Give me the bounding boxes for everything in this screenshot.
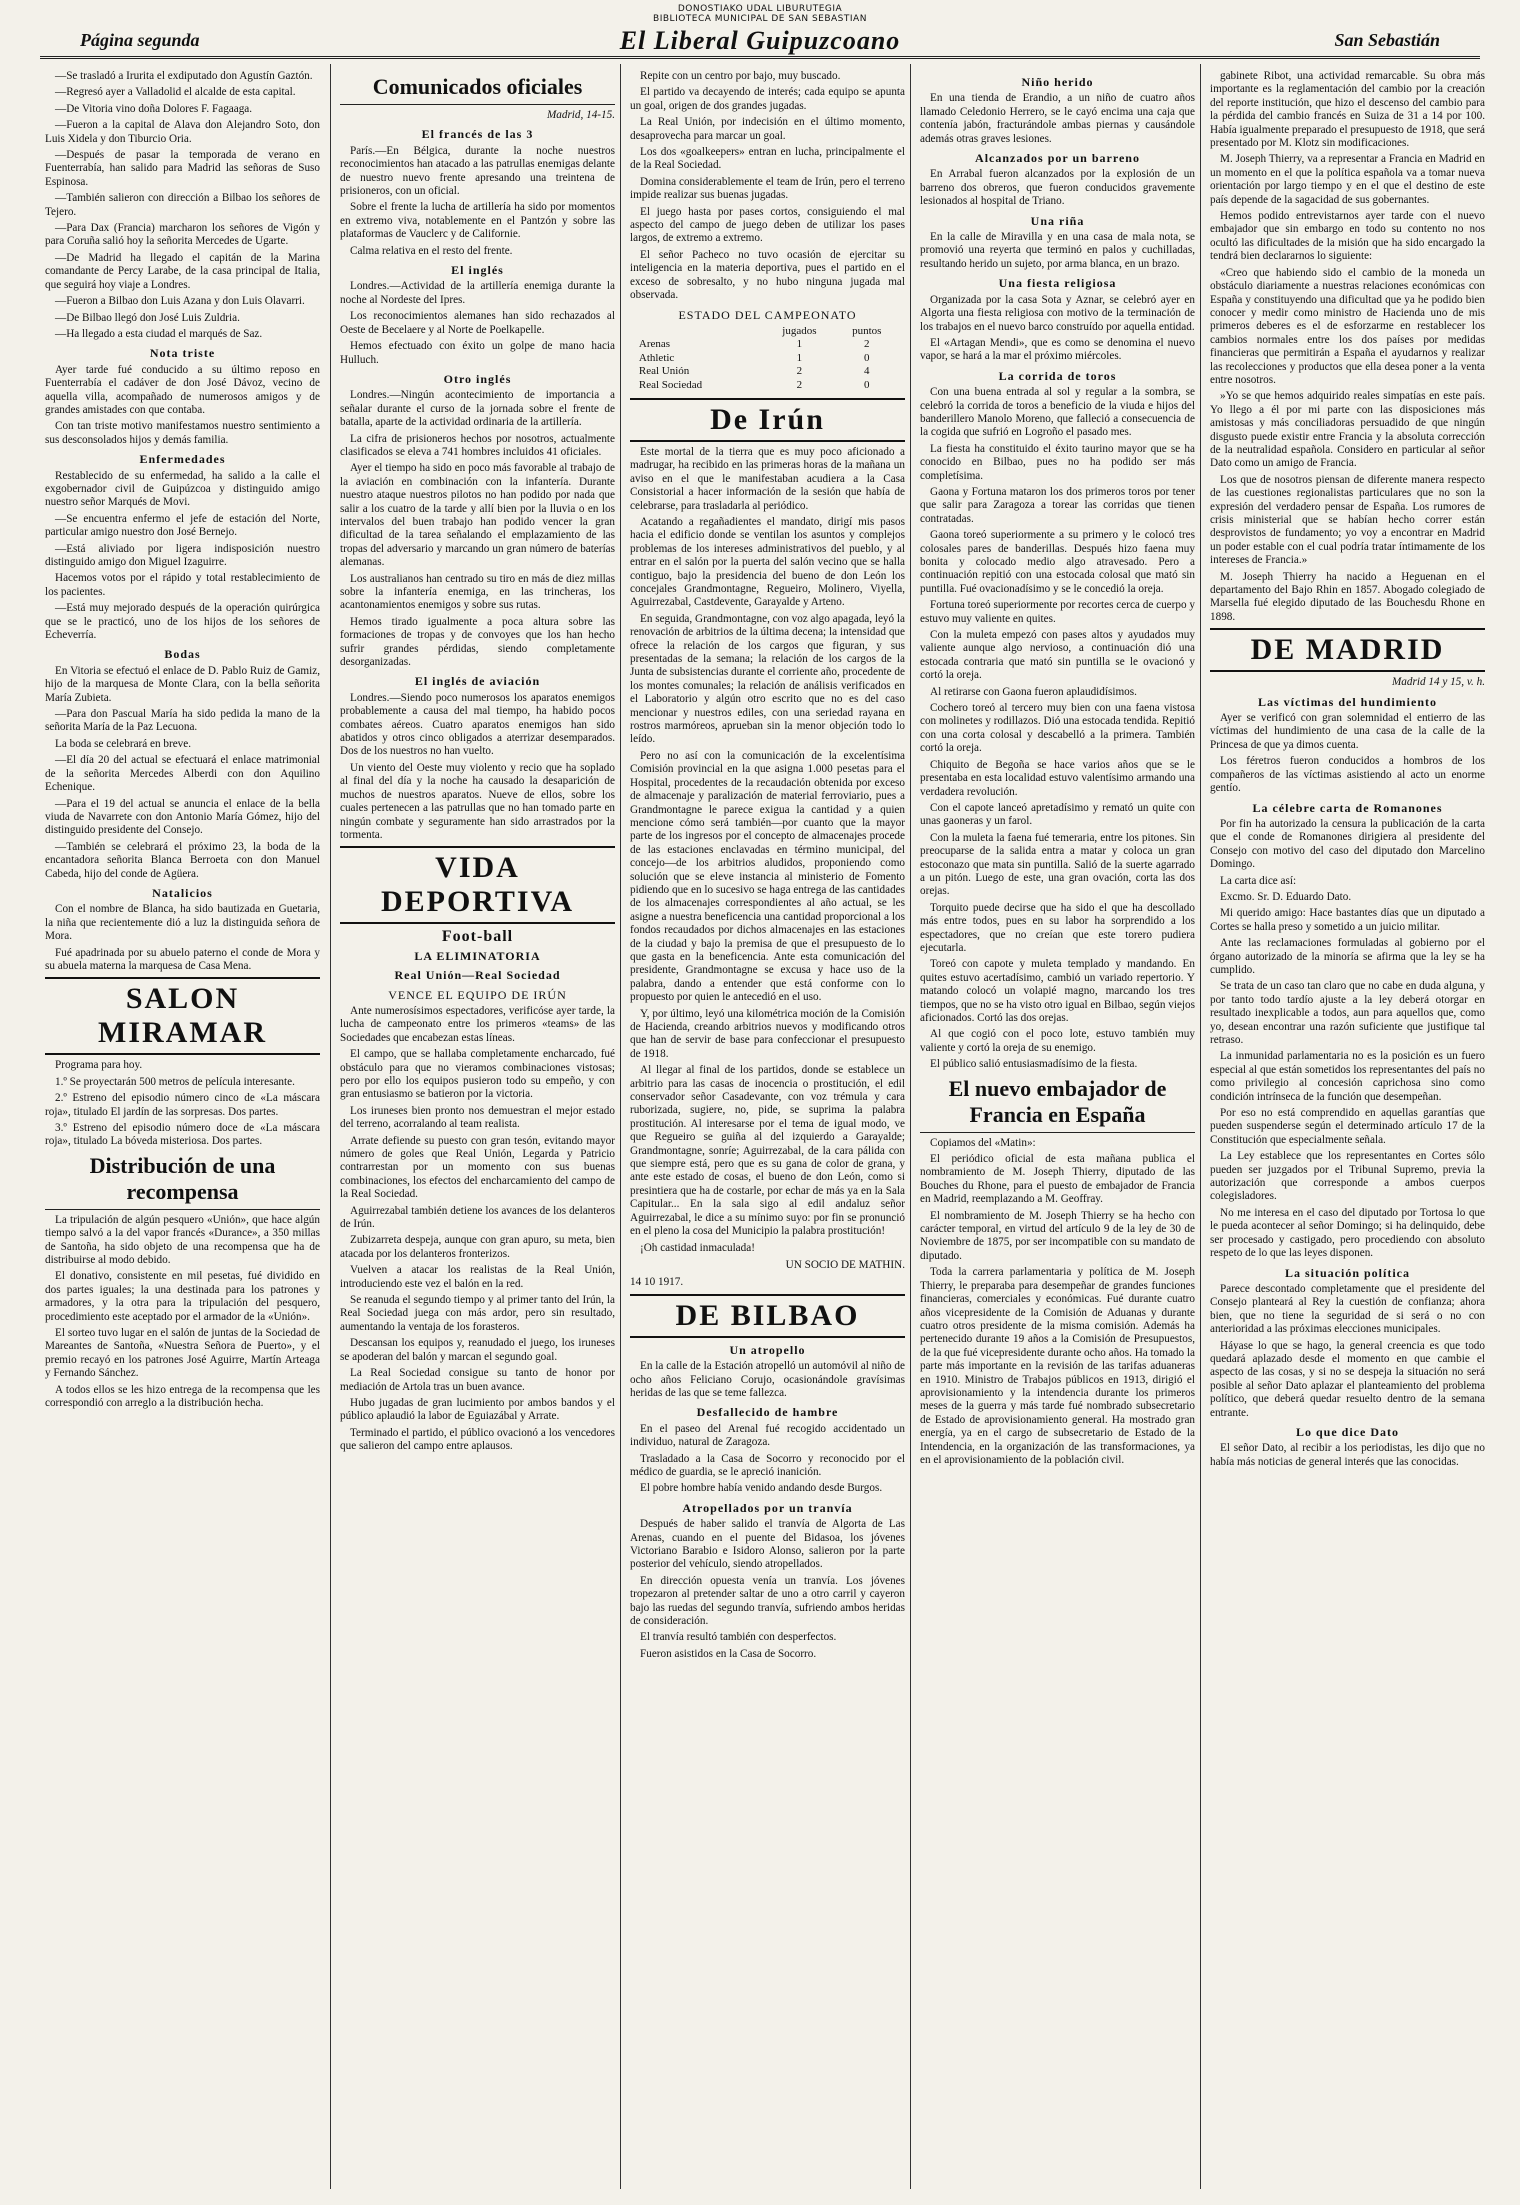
standings-header-cell bbox=[637, 325, 764, 338]
paragraph: —De Madrid ha llegado el capitán de la Marina comandante de Percy Larabe, de la casa principal de Italia, que seguirá hoy viaje a Londres. bbox=[45, 251, 320, 291]
paragraph: Arrate defiende su puesto con gran tesón, evitando mayor número de goles que Real Unión, Legarda y Patricio contrarrestan por un momento con sus buenas combinaciones, los efectos del encharcamiento del campo de la Real Sociedad. bbox=[340, 1134, 615, 1201]
paragraph: Se reanuda el segundo tiempo y al primer tanto del Irún, la Real Sociedad juega con más ardor, pero sin resultado, aumentando la ventaja de los forasteros. bbox=[340, 1294, 615, 1333]
headline-madrid: DE MADRID bbox=[1210, 628, 1485, 672]
archive-stamp-line: BIBLIOTECA MUNICIPAL DE SAN SEBASTIAN bbox=[653, 14, 867, 24]
paragraph-group bbox=[1210, 818, 1485, 1261]
paragraph: Al que cogió con el poco lote, estuvo también muy valiente y cortó la oreja de su enemigo. bbox=[920, 1028, 1195, 1054]
city-label: San Sebastián bbox=[1334, 30, 1440, 50]
paragraph: —Para don Pascual María ha sido pedida la mano de la señorita María de la Paz Lecuona. bbox=[45, 708, 320, 734]
paragraph: Con la muleta la faena fué temeraria, entre los pitones. Sin preocuparse de la salida entra a matar y coloca un gran estoconazo que mata sin puntilla. Salió de la suerte agarrado a un pitón. Luego de este, una gran ovación, corta las dos orejas. bbox=[920, 831, 1195, 898]
paragraph: —Fueron a la capital de Alava don Alejandro Soto, don Luis Xidela y don Tiburcio Oria. bbox=[45, 119, 320, 145]
section-title: Atropellados por un tranvía bbox=[682, 1500, 853, 1515]
paragraph: En seguida, Grandmontagne, con voz algo apagada, leyó la renovación de arbitrios de la última decena; la intensidad que ofrece la relación de los cargos que figuran, y sus presentadas de la semana; la relación de los cargos de la Junta de subsistencias durante el corriente año, procedente de los montes comunales; la relación de análisis verificados en el Laboratorio y algún otro escrito que no es del caso mencionar y nuestros ediles, con una seriedad rayana en rostros marmóreos, aprueban sin la menor objeción todo lo leído. bbox=[630, 612, 905, 746]
paragraph: M. Joseph Thierry, va a representar a Francia en Madrid en un momento en el que la política española va a tomar nueva orientación por largo tiempo y en el que el destino de este país depende de la sagacidad de sus gobernantes. bbox=[1210, 153, 1485, 206]
paragraph: El tranvía resultó también con desperfectos. bbox=[640, 1631, 837, 1644]
paragraph: El señor Pacheco no tuvo ocasión de ejercitar su inteligencia en la materia deportiva, pues el partido en el exceso de sobresalto, y no hubo ninguna jugada mal observada. bbox=[630, 248, 905, 302]
standings-cell: Real Unión bbox=[638, 365, 690, 378]
paragraph: Fortuna toreó superiormente por recortes cerca de cuerpo y estuvo muy valiente en quites. bbox=[920, 599, 1195, 625]
section-title: La corrida de toros bbox=[998, 368, 1117, 383]
paragraph: Fué apadrinada por su abuelo paterno el conde de Mora y su abuela materna la marquesa de Casa Mena. bbox=[45, 946, 320, 972]
archive-stamp bbox=[0, 4, 1520, 24]
paragraph: Este mortal de la tierra que es muy poco aficionado a madrugar, ha recibido en las primeras horas de la mañana un aviso en el que le manifestaban acudiera a la Casa Consistorial a hacer información de la sesión que había de celebrarse, para trasladarla al periódico. bbox=[630, 445, 905, 512]
paragraph: —También se celebrará el próximo 23, la boda de la encantadora señorita Blanca Berroeta con don Manuel Cabeda, hijo del conde de Agüera. bbox=[45, 840, 320, 880]
column-4 bbox=[920, 70, 1195, 2190]
section-title: Niño herido bbox=[1021, 75, 1094, 89]
paragraph-group bbox=[920, 168, 1195, 208]
paragraph: Los iruneses bien pronto nos demuestran el mejor estado del terreno, acorralando al team realista. bbox=[340, 1104, 615, 1131]
headline-bilbao: DE BILBAO bbox=[630, 1294, 905, 1338]
paragraph: Gaona y Fortuna mataron los dos primeros toros por tener que salir para Zaragoza a torear las corridas que tienen contratadas. bbox=[920, 485, 1195, 525]
paragraph: Hubo jugadas de gran lucimiento por ambos bandos y el público aplaudió la labor de Eguiazábal y Arrate. bbox=[340, 1396, 615, 1423]
section-title: Bodas bbox=[164, 647, 201, 662]
paragraph: Zubizarreta despeja, aunque con gran apuro, su meta, bien atacada por los delanteros fronterizos. bbox=[340, 1234, 615, 1260]
paragraph: El periódico oficial de esta mañana publica el nombramiento de M. Joseph Thierry, diputado de las Bouches du Rhone, para el puesto de embajador de Francia en Madrid, reemplazando a M. Geoffray. bbox=[920, 1153, 1195, 1206]
paragraph-group bbox=[340, 389, 615, 669]
paragraph-group bbox=[920, 92, 1195, 146]
standings-cell: 0 bbox=[863, 378, 870, 391]
paragraph-group bbox=[45, 364, 320, 447]
standings-row bbox=[637, 365, 898, 378]
section-title: Nota triste bbox=[149, 346, 216, 361]
paragraph: El juego hasta por pases cortos, consiguiendo el mal aspecto del campo de juego deben de utilizar los pases largos, de extremo a extremo. bbox=[630, 205, 905, 245]
paragraph: Al retirarse con Gaona fueron aplaudidísimos. bbox=[930, 685, 1137, 698]
paragraph: La fiesta ha constituido el éxito taurino mayor que se ha conocido en Bilbao, pues no ha podido ser más completísima. bbox=[920, 442, 1195, 482]
dateline: Madrid, 14-15. bbox=[546, 109, 615, 121]
paragraph: Acatando a regañadientes el mandato, dirigí mis pasos hacia el edificio donde se ventilan los asuntos y complejos problemas de los intereses administrativos del pueblo, y al entrar en el salón por la puerta del salón vecino que se halla contiguo, bajo la presidencia del bueno de don León los concejales Grandmontagne, Regueiro, Molinero, Viyella, Aguirrezabal, Castdevente, Garayalde y Arteno. bbox=[630, 515, 905, 609]
section-title: La célebre carta de Romanones bbox=[1252, 800, 1443, 815]
paragraph: El donativo, consistente en mil pesetas, fué dividido en dos partes iguales; la una destinada para los patrones y armadores, y la otra para la tripulación del pesquero, procedimiento este aceptado por el armador de la «Unión». bbox=[45, 1270, 320, 1323]
paragraph: París.—En Bélgica, durante la noche nuestros reconocimientos han atacado a las patrullas enemigas delante de nuestro nuevo frente apresando una treintena de prisioneros, con un oficial. bbox=[340, 144, 615, 198]
signature: UN SOCIO DE MATHIN. bbox=[785, 1258, 905, 1271]
standings-cell: Real Sociedad bbox=[638, 378, 703, 391]
paragraph: Ante numerosísimos espectadores, verificóse ayer tarde, la lucha de campeonato entre los primeros «teams» de las Sociedades que encabezan estas líneas. bbox=[340, 1004, 615, 1044]
paragraph: Con la muleta empezó con pases altos y ayudados muy valiente aunque algo nervioso, a continuación dió una estocada contraria que mató sin puntilla se le ovacionó y cortó la oreja. bbox=[920, 629, 1195, 682]
paragraph: La tripulación de algún pesquero «Unión», que hace algún tiempo salvó a la del vapor francés «Durance», a 350 millas de Santoña, ha sido objeto de una recompensa que ha de distribuirse al modo debido. bbox=[45, 1213, 320, 1267]
column-3 bbox=[630, 70, 905, 2190]
paragraph: Los dos «goalkeepers» entran en lucha, principalmente el de la Real Sociedad. bbox=[630, 146, 905, 172]
paragraph: En dirección opuesta venía un tranvía. Los jóvenes tropezaron al pretender saltar de uno a otro carril y cayeron bajo las ruedas del segundo tranvía, sufriendo ambos heridas de consideración. bbox=[630, 1574, 905, 1628]
paragraph: —Se encuentra enfermo el jefe de estación del Norte, particular amigo nuestro don José Bernejo. bbox=[45, 512, 320, 539]
paragraph-group bbox=[630, 1518, 905, 1661]
paragraph-group bbox=[1210, 1442, 1485, 1469]
paragraph: El sorteo tuvo lugar en el salón de juntas de la Sociedad de Mareantes de Santoña, «Nuestra Señora de Puerto», y el premio recayó en los patrones José Aguirre, Martín Arteaga y Fernando Sánchez. bbox=[45, 1327, 320, 1380]
paragraph-group bbox=[340, 1005, 615, 1454]
paragraph-group bbox=[920, 1137, 1195, 1468]
paragraph: Ayer tarde fué conducido a su último reposo en Fuenterrabía el cadáver de don José Dávoz, vecino de aquella villa, acompañado de numerosos amigos y de grandes amistades con que contaba. bbox=[45, 363, 320, 416]
paragraph: —Para el 19 del actual se anuncia el enlace de la bella viuda de Navarrete con don Antonio María Gómez, hijo del distinguido presidente del Consejo. bbox=[45, 797, 320, 837]
paragraph: El señor Dato, al recibir a los periodistas, les dijo que no había más noticias de general interés que las conocidas. bbox=[1210, 1442, 1485, 1468]
paragraph: Hemos efectuado con éxito un golpe de mano hacia Hulluch. bbox=[340, 340, 615, 366]
paragraph: 3.º Estreno del episodio número doce de «La máscara roja», titulado La bóveda misteriosa. Dos partes. bbox=[45, 1122, 320, 1148]
paragraph: En Vitoria se efectuó el enlace de D. Pablo Ruiz de Gamiz, hijo de la marquesa de Monte Clara, con la bella señorita María Zubieta. bbox=[45, 664, 320, 704]
paragraph-group bbox=[45, 903, 320, 973]
paragraph: Un viento del Oeste muy violento y recio que ha soplado al final del día y la noche ha causado la desaparición de muchos de nuestros aparatos. Nueve de ellos, sobre los cuales pertenecen a las patrullas que no han tomado parte en ningún combate y seguramente han sido arrastrados por la tormenta. bbox=[340, 761, 615, 841]
standings-row bbox=[637, 352, 898, 365]
paragraph: —Se trasladó a Irurita el exdiputado don Agustín Gaztón. bbox=[55, 70, 313, 82]
paragraph: Con una buena entrada al sol y regular a la sombra, se celebró la corrida de toros a beneficio de la viuda e hijos del banderillero Manolo Moreno, que falleció a consecuencia de la cogida que sufrió en Logroño el pasado mes. bbox=[920, 386, 1195, 439]
paragraph-group bbox=[1210, 70, 1485, 624]
paragraph: Programa para hoy. bbox=[55, 1059, 143, 1072]
paragraph: Calma relativa en el resto del frente. bbox=[350, 244, 513, 257]
column-rule bbox=[1200, 64, 1201, 2189]
paragraph: En la calle de la Estación atropelló un automóvil al niño de ocho años Feliciano Corujo, ocasionándole gravísimas heridas de las que se teme fallezca. bbox=[630, 1360, 905, 1399]
paragraph: El partido va decayendo de interés; cada equipo se apunta un goal, origen de dos grandes jugadas. bbox=[630, 86, 905, 112]
paragraph: Aguirrezabal también detiene los avances de los delanteros de Irún. bbox=[340, 1204, 615, 1231]
paragraph: —Ha llegado a esta ciudad el marqués de Saz. bbox=[55, 327, 263, 340]
paragraph: 2.º Estreno del episodio número cinco de «La máscara roja», titulado El jardín de las sorpresas. Dos partes. bbox=[45, 1092, 320, 1118]
paragraph: Háyase lo que se hago, la general creencia es que todo quedará aplazado desde el momento en que cambie el aspecto de las cosas, y si no se despeja la situación no será posible al señor Dato aplazar el planteamiento del problema político, que deberá quedar resuelto dentro de la semana entrante. bbox=[1210, 1339, 1485, 1419]
paragraph: La cifra de prisioneros hechos por nosotros, actualmente clasificados se eleva a 741 hombres incluidos 41 oficiales. bbox=[340, 432, 615, 458]
section-title: Natalicios bbox=[152, 885, 213, 900]
paragraph: Trasladado a la Casa de Socorro y reconocido por el médico de guardia, se le apreció inanición. bbox=[630, 1452, 905, 1478]
paragraph: Y, por último, leyó una kilométrica moción de la Comisión de Hacienda, creando arbitrios nuevos y modificando otros que han de servir de base para confeccionar el presupuesto de 1918. bbox=[630, 1007, 905, 1060]
paragraph: Toda la carrera parlamentaria y política de M. Joseph Thierry, le preparaba para desempeñar de grandes funciones financieras, comerciales y económicas. Fué durante cuatro años vicepresidente de la Comisión de Aduanas y durante cuatro otros presidente de la misma comisión. Además ha pertenecido durante 19 años a la Comisión de Presupuestos, de la que fué vicepresidente durante ocho años. Ha tomado la parte más importante en la revisión de las tarifas aduaneras en 1910. Ministro de Trabajos públicos en 1913, dirigió el aprovisionamiento y la intendencia durante los primeros meses de la guerra y más tarde fué nombrado subsecretario de Estado de aprovisionamiento general. Ha mostrado gran energía, ya en el cargo de subsecretario de Estado de la Intendencia, en la organización de las transformaciones, ya en el aprovisionamiento de la población civil. bbox=[920, 1266, 1195, 1466]
paragraph: Pero no así con la comunicación de la excelentísima Comisión provincial en la que asigna 1.000 pesetas para el Hospital, procedentes de la recaudación obtenida por exceso de almacenaje y paralización de material ferroviario, pues a Grandmontagne le parece exigua la cantidad y a quien mencione cómo será también—por cuanto que la mayor parte de los ingresos por el concepto de almacenajes procede de las estaciones enclavadas en término municipal, del concejo—de los arbitrios aludidos, proponiendo como solución que se eleve instancia al ministerio de Fomento pidiendo que en lo sucesivo se haga entrega de las cantidades de los almacenajes correspondientes al año actual, se les asigne a nuestra beneficencia una cantidad proporcional a los fondos recaudados por dichos almacenajes en las estaciones de la ciudad y bajo la premisa de que el presupuesto de lo que gasta en la beneficencia. Ante esta comunicación del presidente, Grandmontagne se excusa y hace uso de la palabra, dando a entender que está conforme con lo propuesto por quien le antecedió en el uso. bbox=[630, 749, 905, 1004]
standings-header-cell: jugados bbox=[782, 324, 817, 337]
standings-table bbox=[637, 325, 898, 392]
section-title: Una riña bbox=[1030, 213, 1085, 228]
standings-header-row bbox=[637, 325, 898, 338]
standings-cell: 1 bbox=[796, 351, 803, 364]
paragraph-group bbox=[340, 692, 615, 842]
paragraph-group bbox=[45, 665, 320, 881]
date-note: 14 10 1917. bbox=[630, 1276, 684, 1289]
section-title: Alcanzados por un barreno bbox=[975, 151, 1140, 166]
paragraph: Descansan los equipos y, reanudado el juego, los iruneses se apoderan del balón y marcan el segundo goal. bbox=[340, 1337, 615, 1363]
paragraph: Gaona toreó superiormente a su primero y le colocó tres colosales pares de banderillas. Después hizo faena muy bonita y colocado medio algo atravesado. Pero a continuación repitió con una estocada colosal que mató sin puntilla. Fué ovacionadísimo y se le concedió la oreja. bbox=[920, 529, 1195, 595]
paragraph: El pobre hombre había venido andando desde Burgos. bbox=[640, 1482, 883, 1495]
paragraph: —Está muy mejorado después de la operación quirúrgica que se le practicó, uno de los hijos de los señores de Echeverría. bbox=[45, 602, 320, 642]
paragraph: Toreó con capote y muleta templado y mandando. En quites estuvo acertadísimo, cambió un variado repertorio. Y matando colocó un volapié magno, marcando los tres tiempos, que no se ha visto otro igual en Bilbao, según viejos aficionados. Cortó las dos orejas. bbox=[920, 958, 1195, 1024]
paragraph: Los féretros fueron conducidos a hombros de los compañeros de las víctimas asistiendo al acto un enorme gentío. bbox=[1210, 755, 1485, 795]
section-title: El francés de las 3 bbox=[421, 127, 534, 142]
paragraph: La carta dice así: bbox=[1220, 874, 1297, 887]
paragraph: M. Joseph Thierry ha nacido a Heguenan en el departamento del Bajo Rhin en 1857. Abogado colegiado de Marsella fué elegido diputado de las Bouchesdu Rhone en 1898. bbox=[1210, 570, 1485, 623]
paragraph: Los que de nosotros piensan de diferente manera respecto de las cuestiones regionalistas particulares que no son la expresión del verdadero pensar de España. Los rumores de crisis ministerial que se habían hecho correr están desprovistos de fundamento; yo voy a encontrar en Madrid un poder estable con el cual podría tratar íntimamente de los intereses de Francia.» bbox=[1210, 473, 1485, 567]
paragraph: —De Vitoria vino doña Dolores F. Fagaaga. bbox=[55, 102, 253, 115]
column-rule bbox=[910, 64, 911, 2189]
paragraph: La boda se celebrará en breve. bbox=[55, 737, 192, 750]
paragraph-group bbox=[1210, 1283, 1485, 1420]
paragraph: —El día 20 del actual se efectuará el enlace matrimonial de la señorita Mercedes Alberdi con don Aquilino Echenique. bbox=[45, 754, 320, 794]
paragraph-group bbox=[630, 1423, 905, 1496]
paragraph-group bbox=[630, 446, 905, 1255]
headline-distribucion: Distribución de una recompensa bbox=[45, 1153, 320, 1210]
paragraph: La Real Sociedad consigue su tanto de honor por mediación de Artola tras un buen avance. bbox=[340, 1367, 615, 1393]
page-label: Página segunda bbox=[80, 30, 200, 50]
paragraph: A todos ellos se les hizo entrega de la recompensa que les correspondió con arreglo a la distribución hecha. bbox=[45, 1383, 320, 1410]
section-title: Un atropello bbox=[729, 1342, 806, 1357]
paragraph: «Creo que habiendo sido el cambio de la moneda un obstáculo diariamente a nuestras relaciones económicas con España y constituyendo una dificultad que ya he podido bien conocer y medir como ministro de Hacienda uno de mis primeros deberes es el de esforzarme en restablecer los cambios normales entre los dos países por medidas financieras que permitirán a España el ayudarnos y realizar las recolecciones y productos que ella desea poner a la venta entre nosotros. bbox=[1210, 266, 1485, 386]
paragraph: 1.º Se proyectarán 500 metros de película interesante. bbox=[55, 1075, 295, 1088]
paragraph: En una tienda de Erandio, a un niño de cuatro años llamado Celedonio Herrero, se le cayó encima una caja que contenía jabón, fracturándole ambas piernas y causándole además otras graves lesiones. bbox=[920, 92, 1195, 145]
section-title: Otro inglés bbox=[443, 371, 512, 386]
paragraph-group bbox=[340, 145, 615, 258]
paragraph: Londres.—Actividad de la artillería enemiga durante la noche al Nordeste del Ipres. bbox=[340, 280, 615, 306]
paragraph: Hacemos votos por el rápido y total restablecimiento de los pacientes. bbox=[45, 572, 320, 598]
paragraph: —Está aliviado por ligera indisposición nuestro distinguido amigo don Miguel Izaguirre. bbox=[45, 542, 320, 568]
masthead: El Liberal Guipuzcoano bbox=[619, 26, 901, 55]
section-title: El inglés bbox=[451, 263, 504, 278]
paragraph: Hemos podido entrevistarnos ayer tarde con el nuevo embajador que sin embargo en todo su contento no nos ocultó las dificultades de la misión que ha sido encargado la tendrá bien declararnos lo siguiente: bbox=[1210, 210, 1485, 263]
paragraph-group bbox=[920, 386, 1195, 1072]
match-subtitle: VENCE EL EQUIPO DE IRÚN bbox=[388, 987, 567, 1002]
paragraph-group bbox=[630, 1360, 905, 1400]
column-1 bbox=[45, 70, 320, 2190]
paragraph: En el paseo del Arenal fué recogido accidentado un individuo, natural de Zaragoza. bbox=[630, 1422, 905, 1449]
paragraph-group bbox=[45, 470, 320, 643]
paragraph: La inmunidad parlamentaria no es la posición es un fuero especial al que están sometidos los representantes del país no como privilegio al concesión caprichosa sino como condición intrínseca de la función que desempeñan. bbox=[1210, 1050, 1485, 1103]
standings-cell: 1 bbox=[796, 338, 803, 351]
standings-title: ESTADO DEL CAMPEONATO bbox=[678, 307, 857, 322]
paragraph: —Para Dax (Francia) marcharon los señores de Vigón y para Coruña salió hoy la señorita Mercedes de Ugarte. bbox=[45, 222, 320, 248]
section-title: La situación política bbox=[1284, 1265, 1410, 1280]
paragraph: Con el nombre de Blanca, ha sido bautizada en Guetaria, la niña que recientemente dió a luz la distinguida señora de Mora. bbox=[45, 903, 320, 943]
section-title: Desfallecido de hambre bbox=[696, 1405, 839, 1420]
paragraph: Por fin ha autorizado la censura la publicación de la carta que el conde de Romanones dirigiera al presidente del Consejo con motivo del caso del diputado don Marcelino Domingo. bbox=[1210, 817, 1485, 871]
paragraph: gabinete Ribot, una actividad remarcable. Su obra más importante es la reglamentación del cambio por la creación del reporte institución, que hizo el descenso del cambio para la pérdida del cambio francés en Suiza de 31 a 14 por 100. Había igualmente preparado el presupuesto de 1918, que será presentado por M. Klotz sin modificaciones. bbox=[1210, 70, 1485, 150]
paragraph: Copiamos del «Matin»: bbox=[930, 1136, 1036, 1149]
paragraph: La Ley establece que los representantes en Cortes sólo pueden ser juzgados por el Tribunal Supremo, previa la autorización que corresponde a ambos cuerpos colegisladores. bbox=[1210, 1150, 1485, 1203]
section-title: El inglés de aviación bbox=[414, 674, 541, 689]
headline-irun: De Irún bbox=[630, 398, 905, 442]
headline-embajador: El nuevo embajador de Francia en España bbox=[920, 1076, 1195, 1133]
paragraph-group bbox=[45, 1214, 320, 1411]
paragraph: Vuelven a atacar los realistas de la Real Unión, introduciendo este vez el balón en la red. bbox=[340, 1264, 615, 1290]
paragraph: —Después de pasar la temporada de verano en Fuenterrabía, han salido para Madrid las señoras de Suso Espinosa. bbox=[45, 149, 320, 188]
section-title: LA ELIMINATORIA bbox=[414, 948, 541, 963]
section-title: Lo que dice Dato bbox=[1296, 1424, 1399, 1439]
paragraph: No me interesa en el caso del diputado por Tortosa lo que le pueda acontecer al señor Domingo; si ha delinquido, debe ser procesado y castigado, pero procediendo con absoluto respeto de lo que las leyes disponen. bbox=[1210, 1206, 1485, 1260]
paragraph: Por eso no está comprendido en aquellas garantías que pueden suspenderse según el determinado artículo 17 de la Constitución que especialmente señala. bbox=[1210, 1107, 1485, 1146]
paragraph: Parece descontado completamente que el presidente del Consejo planteará al Rey la cuestión de confianza; ahora bien, que no tiene la seguridad de si será o no con anterioridad a las próximas elecciones municipales. bbox=[1210, 1282, 1485, 1336]
paragraph: Ayer el tiempo ha sido en poco más favorable al trabajo de la aviación en combinación con la infantería. Durante nuestro ataque nuestros pilotos no han podido por nada que salir a los cuatro de la tarde y allí bien por la lluvia o en los intervalos del buen trabajo han podido vencer la gran dificultad de la tarea señalando el emplazamiento de las tropas del adversario y marcando un gran número de baterías alemanas. bbox=[340, 462, 615, 569]
paragraph: —De Bilbao llegó don José Luis Zuldria. bbox=[55, 311, 240, 324]
column-5 bbox=[1210, 70, 1485, 2190]
paragraph: Chiquito de Begoña se hace varios años que se le presentaba en esta localidad estuvo valentísimo armando una verdadera revolución. bbox=[920, 758, 1195, 798]
paragraph: Repite con un centro por bajo, muy buscado. bbox=[640, 70, 841, 82]
paragraph: Ante las reclamaciones formuladas al gobierno por el órgano autorizado de la minoría se afirma que la ley se ha cumplido. bbox=[1210, 937, 1485, 976]
column-rule bbox=[330, 64, 331, 2189]
paragraph: Mi querido amigo: Hace bastantes días que un diputado a Cortes se halla preso y sometido a un juicio militar. bbox=[1210, 907, 1485, 933]
paragraph: Londres.—Ningún acontecimiento de importancia a señalar durante el curso de la jornada sobre el frente de batalla, aparte de la actividad ordinaria de la artillería. bbox=[340, 389, 615, 429]
paragraph: Fueron asistidos en la Casa de Socorro. bbox=[640, 1647, 817, 1660]
paragraph: En la calle de Miravilla y en una casa de mala nota, se promovió una reyerta que terminó en palos y cuchilladas, resultando herido un sujeto, por arma blanca, en un brazo. bbox=[920, 231, 1195, 270]
paragraph: Sobre el frente la lucha de artillería ha sido por momentos en extremo viva, notablemente en el Pantzón y sobre las plataformas de Vauclerc y de Californie. bbox=[340, 201, 615, 241]
standings-cell: 2 bbox=[796, 378, 803, 391]
section-title: Las víctimas del hundimiento bbox=[1257, 694, 1438, 709]
paragraph: El nombramiento de M. Joseph Thierry se ha hecho con carácter temporal, en virtud del artículo 9 de la ley de 30 de Noviembre de 1875, por ser incompatible con su mandato de diputado. bbox=[920, 1209, 1195, 1262]
paragraph: Cochero toreó al tercero muy bien con una faena vistosa con molinetes y rodillazos. Dió una estocada tendida. Repitió con una corta colosal y descabelló a la primera. También cortó la oreja. bbox=[920, 702, 1195, 755]
standings-row bbox=[637, 379, 898, 392]
paragraph: En Arrabal fueron alcanzados por la explosión de un barreno dos obreros, que fueron conducidos gravemente lesionados al hospital de Triano. bbox=[920, 168, 1195, 208]
paragraph: La Real Unión, por indecisión en el último momento, desaprovecha para marcar un goal. bbox=[630, 116, 905, 142]
paragraph: Con el capote lanceó apretadísimo y remató un quite con unas gaoneras y un farol. bbox=[920, 801, 1195, 828]
headline-deportiva: VIDA DEPORTIVA bbox=[340, 846, 615, 924]
paragraph: Se trata de un caso tan claro que no cabe en duda alguna, y por tanto todo tardío ajuste a la ley deberá otorgar en resultado inexplicable a todos, aun para aquellos que, como yo, desean encontrar una razón suficiente que justifique tal retraso. bbox=[1210, 980, 1485, 1046]
standings-cell: 2 bbox=[863, 338, 870, 351]
paragraph: Londres.—Siendo poco numerosos los aparatos enemigos probablemente a causa del mal tiempo, ha habido pocos combates aéreos. Cuatro aparatos enemigos han sido abatidos y otros cinco obligados a aterrizar desemparados. Dos de los nuestros no han vuelto. bbox=[340, 691, 615, 758]
paragraph: Al llegar al final de los partidos, donde se establece un arbitrio para las casas de inocencia o prostitución, el edil conservador señor Casadevante, con voz trémula y cara ruborizada, sugiere, no, pide, se suprima la palabra prostitución. Al interesarse por el tema de igual modo, ve que Regueiro se guiña al del izquierdo a Garayalde; Grandmontagne, sonríe; Aguirrezabal, de la cara pálida con que siempre está, pero que es su gana de color de grana, y ante este estado de cosas, el bueno de don León, como si presintiera que ha de costarle, por echar de más ya en la Sala Capitular... En la sala sigo al edil andaluz señor Aguirrezabal, le dice a su mínimo suyo: por fin se pronunció en el pleno la cosa del Municipio la palabra prostitución! bbox=[630, 1064, 905, 1238]
archive-stamp-line: DONOSTIAKO UDAL LIBURUTEGIA bbox=[677, 4, 843, 14]
paragraph: El público salió entusiasmadísimo de la fiesta. bbox=[930, 1058, 1138, 1071]
paragraph: —Regresó ayer a Valladolid el alcalde de esta capital. bbox=[55, 86, 296, 99]
paragraph: El campo, que se hallaba completamente encharcado, fué obstáculo para que no vieramos combinaciones vistosas; pero por ello los equipos pusieron todo su empeño, y con gran entusiasmo se batieron por la victoria. bbox=[340, 1048, 615, 1101]
paragraph: Domina considerablemente el team de Irún, pero el terreno impide realizar sus buenas jugadas. bbox=[630, 175, 905, 202]
match-title: Real Unión—Real Sociedad bbox=[394, 968, 561, 983]
standings-cell: 0 bbox=[863, 351, 870, 364]
section-title: Una fiesta religiosa bbox=[998, 276, 1117, 291]
section-title: Enfermedades bbox=[139, 452, 226, 467]
column-2 bbox=[340, 70, 615, 2190]
paragraph: Excmo. Sr. D. Eduardo Dato. bbox=[1220, 890, 1352, 903]
paragraph-group bbox=[920, 294, 1195, 364]
paragraph: Después de haber salido el tranvía de Algorta de Las Arenas, cuando en el puente del Bidasoa, los jóvenes Victoriano Barabio e Isidoro Alonso, salieron por la parte posterior del vehículo, siendo atropellados. bbox=[630, 1518, 905, 1571]
paragraph: Con tan triste motivo manifestamos nuestro sentimiento a sus desconsolados hijos y demás familia. bbox=[45, 420, 320, 446]
paragraph: Terminado el partido, el público ovacionó a los vencedores que salieron del campo entre aplausos. bbox=[340, 1426, 615, 1453]
standings-cell: Arenas bbox=[638, 338, 671, 351]
paragraph: Hemos tirado igualmente a poca altura sobre las formaciones de tropas y de convoyes que los han hecho sufrir grandes pérdidas, siendo completamente desorganizadas. bbox=[340, 615, 615, 669]
headline-miramar: SALON MIRAMAR bbox=[45, 977, 320, 1055]
paragraph-group bbox=[1210, 712, 1485, 795]
paragraph: »Yo se que hemos adquirido reales simpatías en este país. Yo llego a él por mi parte con las disposiciones más amistosas y más conciliadoras persuadido de que ningún disgusto puede existir entre Francia y la absoluta corrección de la neutralidad española. Considero en particular al señor Dato como un amigo de Francia. bbox=[1210, 390, 1485, 470]
standings-cell: Athletic bbox=[638, 351, 675, 364]
paragraph: —Fueron a Bilbao don Luis Azana y don Luis Olavarri. bbox=[55, 295, 305, 308]
paragraph: Los reconocimientos alemanes han sido rechazados al Oeste de Becelaere y al Norte de Poelkapelle. bbox=[340, 310, 615, 336]
paragraph-group bbox=[340, 280, 615, 366]
paragraph: Restablecido de su enfermedad, ha salido a la calle el exgobernador civil de Guipúzcoa y distinguido amigo nuestro señor Marqués de Movi. bbox=[45, 469, 320, 509]
standings-cell: 4 bbox=[863, 365, 870, 378]
standings-header-cell: puntos bbox=[852, 324, 882, 337]
paragraph: Los australianos han centrado su tiro en más de diez millas sobre la infantería enemiga, en las trincheras, los acantonamientos enemigos y sobre sus rutas. bbox=[340, 572, 615, 612]
paragraph: Organizada por la casa Sota y Aznar, se celebró ayer en Algorta una fiesta religiosa con motivo de la terminación de los trabajos en el nuevo barco construído por aquella entidad. bbox=[920, 293, 1195, 333]
standings-cell: 2 bbox=[796, 365, 803, 378]
standings-row bbox=[637, 338, 898, 351]
paragraph: El «Artagan Mendi», que es como se denomina el nuevo vapor, se hará a la mar el próximo miércoles. bbox=[920, 336, 1195, 363]
paragraph: —También salieron con dirección a Bilbao los señores de Tejero. bbox=[45, 192, 320, 218]
section-title: Foot-ball bbox=[441, 928, 514, 946]
newspaper-header bbox=[40, 26, 1480, 59]
headline-comunicados: Comunicados oficiales bbox=[340, 74, 615, 105]
paragraph: Ayer se verificó con gran solemnidad el entierro de las víctimas del hundimiento de una casa de la calle de la Princesa de que ya dimos cuenta. bbox=[1210, 712, 1485, 751]
column-rule bbox=[620, 64, 621, 2189]
paragraph-group bbox=[920, 231, 1195, 271]
paragraph-group bbox=[45, 1076, 320, 1149]
dateline: Madrid 14 y 15, v. h. bbox=[1391, 676, 1485, 689]
paragraph-group bbox=[45, 70, 320, 341]
paragraph-group bbox=[630, 70, 905, 303]
paragraph: ¡Oh castidad inmaculada! bbox=[640, 1241, 755, 1254]
paragraph: Torquito puede decirse que ha sido el que ha descollado más entre todos, pues en su labor ha sorprendido a los espectadores, que no creían que este torero pudiera ejecutarla. bbox=[920, 901, 1195, 954]
